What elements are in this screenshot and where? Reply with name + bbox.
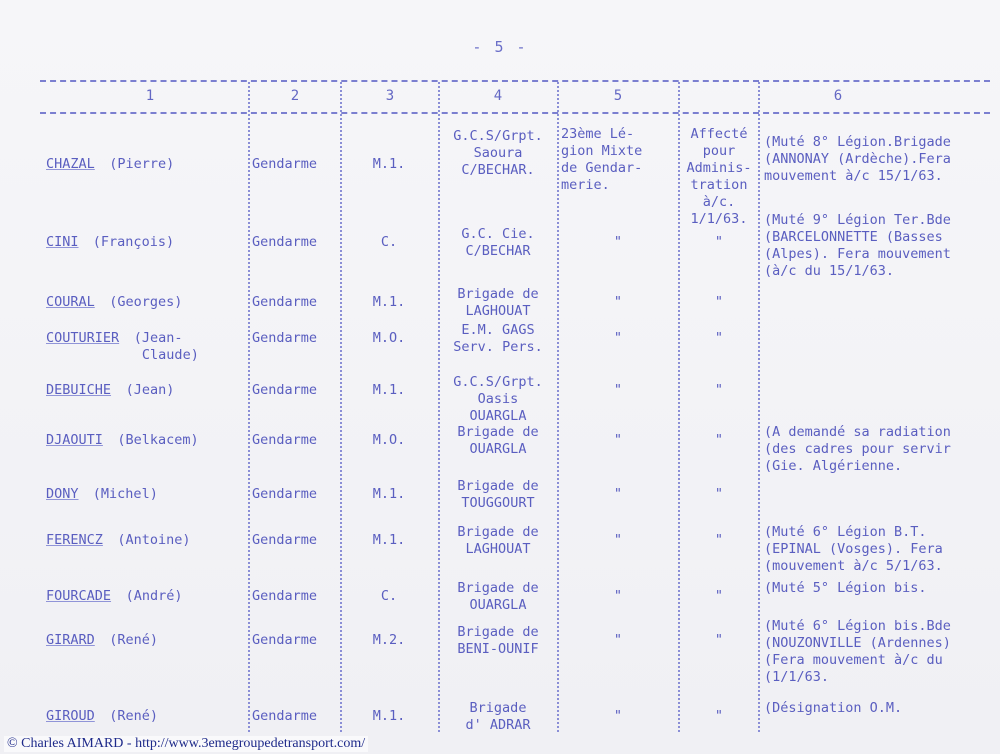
category-code: M.O.: [372, 432, 406, 448]
legion-column: ": [613, 382, 623, 398]
column-header-1: 1: [145, 88, 155, 104]
status-column: ": [714, 486, 724, 502]
given-name: (Pierre): [109, 156, 175, 172]
table-top-rule: [40, 80, 990, 82]
grade: Gendarme: [252, 382, 318, 398]
given-name: (André): [125, 588, 183, 604]
column-separator: [758, 82, 760, 732]
column-header-4: 4: [493, 88, 503, 104]
legion-column: ": [613, 432, 623, 448]
remark: (Muté 9° Légion Ter.Bde (BARCELONNETTE (Basses (Alpes). Fera mouvement (à/c du 15/1/63.: [764, 212, 951, 279]
unit-assignment: G.C. Cie. C/BECHAR: [461, 226, 535, 259]
legion-column: ": [613, 632, 623, 648]
unit-assignment: Brigade de OUARGLA: [457, 424, 539, 457]
unit-assignment: Brigade de TOUGGOURT: [457, 478, 539, 511]
given-name: (Jean): [125, 382, 175, 398]
status-column: ": [714, 632, 724, 648]
legion-column: ": [613, 330, 623, 346]
legion-column: ": [613, 294, 623, 310]
grade: Gendarme: [252, 234, 318, 250]
unit-assignment: Brigade de LAGHOUAT: [457, 524, 539, 557]
category-code: M.1.: [372, 532, 406, 548]
legion-column: ": [613, 588, 623, 604]
remark: (Muté 6° Légion B.T. (EPINAL (Vosges). Fera (mouvement à/c 5/1/63.: [764, 524, 943, 574]
category-code: M.1.: [372, 708, 406, 724]
surname: CHAZAL: [46, 156, 95, 172]
grade: Gendarme: [252, 156, 318, 172]
grade: Gendarme: [252, 486, 318, 502]
given-name: (René): [109, 708, 158, 724]
surname: COURAL: [46, 294, 95, 310]
grade: Gendarme: [252, 708, 318, 724]
unit-assignment: G.C.S/Grpt. Oasis OUARGLA: [453, 374, 543, 424]
remark: (Muté 8° Légion.Brigade (ANNONAY (Ardèche).Fera mouvement à/c 15/1/63.: [764, 134, 951, 184]
grade: Gendarme: [252, 432, 318, 448]
grade: Gendarme: [252, 330, 318, 346]
remark: (Désignation O.M.: [764, 700, 903, 716]
remark: (A demandé sa radiation (des cadres pour servir (Gie. Algérienne.: [764, 424, 951, 474]
grade: Gendarme: [252, 632, 318, 648]
unit-assignment: G.C.S/Grpt. Saoura C/BECHAR.: [453, 128, 543, 178]
column-header-5: 5: [613, 88, 623, 104]
legion-column: ": [613, 708, 623, 724]
legion-column: ": [613, 532, 623, 548]
column-header-6: 6: [833, 88, 843, 104]
status-column: ": [714, 294, 724, 310]
unit-assignment: Brigade de BENI-OUNIF: [457, 624, 539, 657]
category-code: C.: [380, 234, 398, 250]
category-code: M.1.: [372, 294, 406, 310]
category-code: C.: [380, 588, 398, 604]
remark: (Muté 5° Légion bis.: [764, 580, 927, 596]
status-column: ": [714, 382, 724, 398]
given-name: (René): [109, 632, 158, 648]
column-header-3: 3: [385, 88, 395, 104]
given-name: (Antoine): [117, 532, 191, 548]
grade: Gendarme: [252, 532, 318, 548]
category-code: M.1.: [372, 382, 406, 398]
column-separator: [438, 82, 440, 732]
surname: COUTURIER: [46, 330, 120, 346]
surname: DONY: [46, 486, 79, 502]
status-column: ": [714, 532, 724, 548]
unit-assignment: Brigade de OUARGLA: [457, 580, 539, 613]
page-number: - 5 -: [472, 38, 528, 56]
remark: (Muté 6° Légion bis.Bde (NOUZONVILLE (Ardennes) (Fera mouvement à/c du (1/1/63.: [764, 618, 951, 685]
surname: GIROUD: [46, 708, 95, 724]
surname: CINI: [46, 234, 79, 250]
legion-column: ": [613, 234, 623, 250]
status-column: Affecté pour Adminis- tration à/c. 1/1/63.: [686, 126, 752, 227]
category-code: M.2.: [372, 632, 406, 648]
status-column: ": [714, 234, 724, 250]
legion-column: ": [613, 486, 623, 502]
status-column: ": [714, 588, 724, 604]
category-code: M.1.: [372, 156, 406, 172]
surname: DEBUICHE: [46, 382, 112, 398]
given-name: (Georges): [109, 294, 183, 310]
header-bottom-rule: [40, 112, 990, 114]
category-code: M.O.: [372, 330, 406, 346]
status-column: ": [714, 330, 724, 346]
grade: Gendarme: [252, 294, 318, 310]
surname: FOURCADE: [46, 588, 112, 604]
column-header-2: 2: [290, 88, 300, 104]
unit-assignment: Brigade de LAGHOUAT: [457, 286, 539, 319]
surname: GIRARD: [46, 632, 95, 648]
grade: Gendarme: [252, 588, 318, 604]
copyright-footer: © Charles AIMARD - http://www.3emegroupedetransport.com/: [4, 736, 368, 752]
given-name: (François): [92, 234, 175, 250]
surname: DJAOUTI: [46, 432, 103, 448]
status-column: ": [714, 432, 724, 448]
status-column: ": [714, 708, 724, 724]
unit-assignment: Brigade d' ADRAR: [465, 700, 531, 733]
unit-assignment: E.M. GAGS Serv. Pers.: [453, 322, 543, 355]
column-separator: [678, 82, 680, 732]
given-name: (Jean- Claude): [133, 330, 199, 363]
column-separator: [557, 82, 559, 732]
surname: FERENCZ: [46, 532, 103, 548]
legion-column: 23ème Lé- gion Mixte de Gendar- merie.: [561, 126, 643, 193]
column-separator: [248, 82, 250, 732]
category-code: M.1.: [372, 486, 406, 502]
given-name: (Michel): [92, 486, 158, 502]
given-name: (Belkacem): [117, 432, 199, 448]
column-separator: [340, 82, 342, 732]
